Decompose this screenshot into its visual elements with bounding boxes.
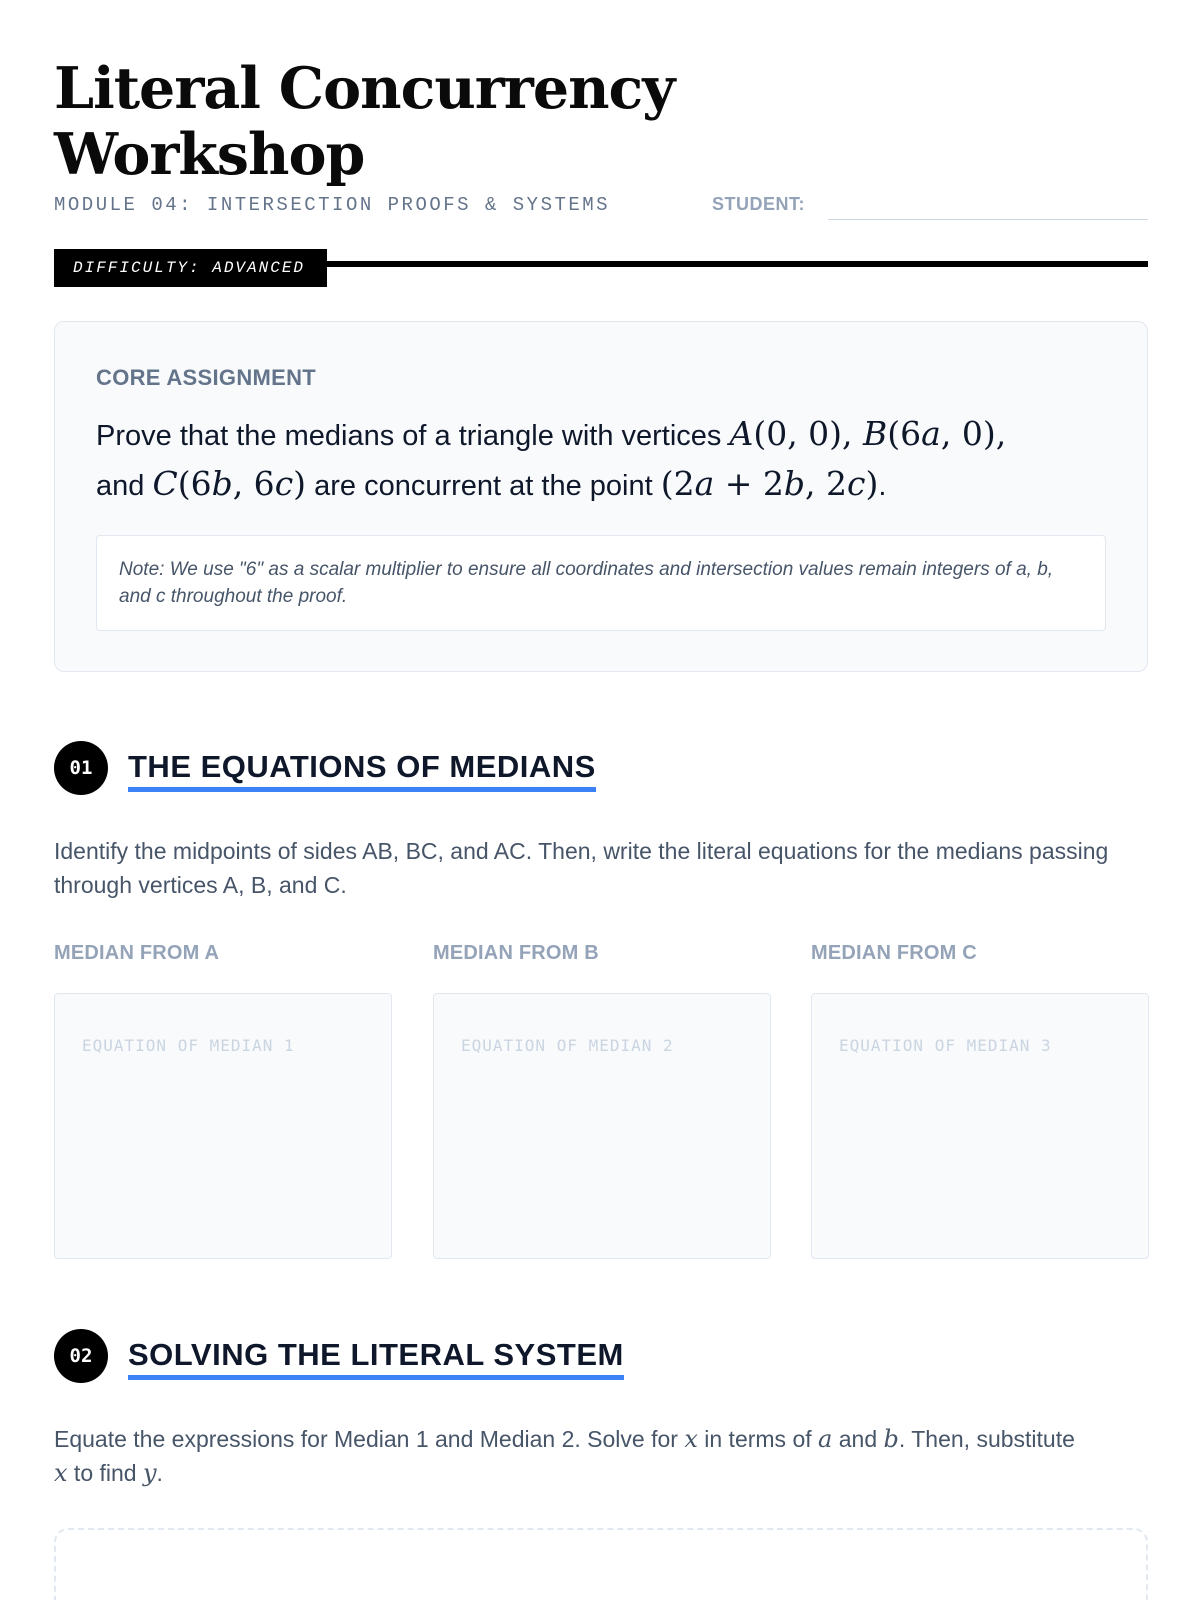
core-assignment-text	[96, 410, 1106, 510]
title-line-2: Workshop	[54, 121, 365, 188]
desc-part: to find	[67, 1460, 143, 1486]
var-b: b	[883, 1425, 899, 1453]
vertex-a-math: A(0, 0), B(6a, 0),	[729, 414, 1007, 453]
median-b-answer-box[interactable]: EQUATION OF MEDIAN 2	[433, 993, 771, 1259]
var-x: x	[54, 1459, 68, 1487]
median-c-label: MEDIAN FROM C	[811, 942, 977, 964]
desc-part: . Then, substitute	[898, 1426, 1075, 1452]
core-text-part: .	[878, 470, 887, 502]
section-2-number: 02	[54, 1329, 108, 1383]
section-1-title: THE EQUATIONS OF MEDIANS	[128, 749, 596, 792]
median-b-label: MEDIAN FROM B	[433, 942, 599, 964]
title-line-1: Literal Concurrency	[54, 55, 675, 122]
var-x: x	[684, 1425, 698, 1453]
student-label: STUDENT:	[712, 194, 805, 214]
median-a-label: MEDIAN FROM A	[54, 942, 220, 964]
desc-part: .	[156, 1460, 163, 1486]
var-a: a	[818, 1425, 833, 1453]
core-assignment-label: CORE ASSIGNMENT	[96, 365, 317, 390]
student-name-field[interactable]	[828, 219, 1148, 220]
difficulty-badge: DIFFICULTY: ADVANCED	[54, 249, 327, 287]
vertex-c-math: C(6b, 6c)	[152, 464, 307, 503]
section-1-number: 01	[54, 741, 108, 795]
desc-part: Equate the expressions for Median 1 and Median 2. Solve for	[54, 1426, 685, 1452]
desc-part: in terms of	[697, 1426, 819, 1452]
median-a-answer-box[interactable]: EQUATION OF MEDIAN 1	[54, 993, 392, 1259]
section-2-work-area[interactable]	[54, 1528, 1148, 1600]
section-1-description: Identify the midpoints of sides AB, BC, and AC. Then, write the literal equations for the medians passing through vertices A, B, and C.	[54, 838, 1109, 898]
desc-part: and	[832, 1426, 884, 1452]
header-divider	[327, 261, 1148, 267]
page-title	[54, 56, 674, 188]
section-2-title: SOLVING THE LITERAL SYSTEM	[128, 1337, 624, 1380]
median-c-answer-box[interactable]: EQUATION OF MEDIAN 3	[811, 993, 1149, 1259]
var-y: y	[142, 1459, 157, 1487]
module-subtitle: MODULE 04: INTERSECTION PROOFS & SYSTEMS	[54, 194, 611, 216]
core-text-part: and	[96, 470, 153, 502]
section-2-description	[54, 1422, 1154, 1490]
core-assignment-card	[54, 321, 1148, 672]
core-text-part: Prove that the medians of a triangle with vertices	[96, 420, 730, 452]
centroid-math: (2a + 2b, 2c)	[660, 464, 879, 503]
scalar-note: Note: We use "6" as a scalar multiplier to ensure all coordinates and intersection values remain integers of a, b, and c throughout the proof.	[96, 535, 1106, 631]
core-text-part: are concurrent at the point	[306, 470, 661, 502]
